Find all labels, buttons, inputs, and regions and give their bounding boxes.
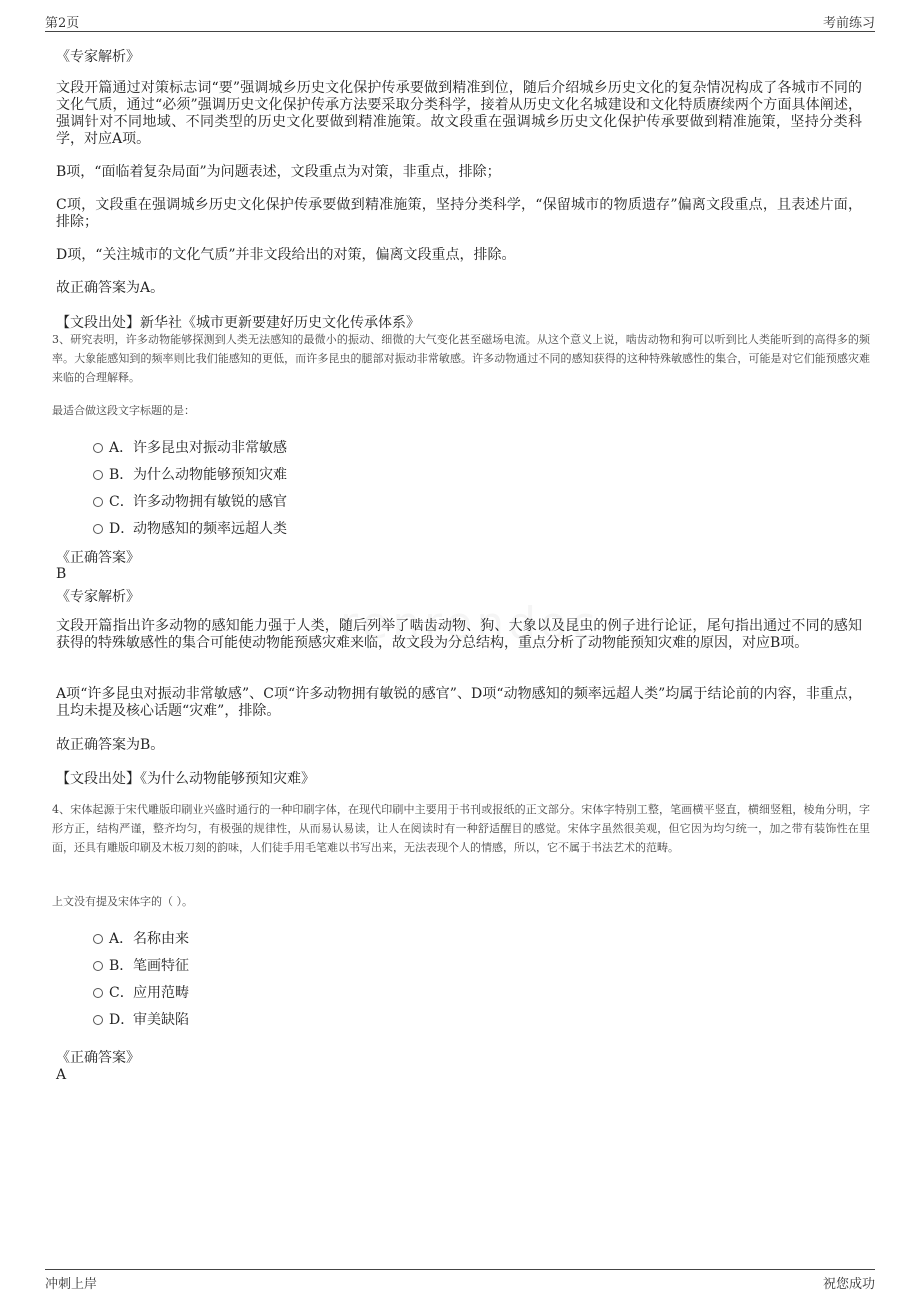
- option-label: 许多昆虫对振动非常敏感: [133, 440, 287, 456]
- option-key: A．: [109, 440, 134, 456]
- q2-source: 【文段出处】新华社《城市更新要建好历史文化传承体系》: [56, 315, 420, 331]
- option-label: 为什么动物能够预知灾难: [133, 467, 287, 483]
- radio-icon[interactable]: [93, 961, 103, 971]
- radio-icon[interactable]: [93, 470, 103, 480]
- q3-answer-label: 《正确答案》: [56, 550, 140, 566]
- q3-question-text: 3、研究表明，许多动物能够探测到人类无法感知的最微小的振动、细微的大气变化甚至磁场电流。从这个意义上说，啮齿动物和狗可以听到比人类能听到的高得多的频率。大象能感知到的频率则比我们能感知的更低，而许多昆虫的腿部对振动非常敏感。许多动物通过不同的感知获得的这种特殊敏感性的集合，可能是对它们能预感灾难来临的合理解释。: [52, 333, 870, 384]
- q4-option-d[interactable]: [93, 1009, 189, 1029]
- option-label: 许多动物拥有敏锐的感官: [133, 494, 287, 510]
- radio-icon[interactable]: [93, 443, 103, 453]
- q4-answer-label: 《正确答案》: [56, 1050, 140, 1066]
- option-key: D．: [109, 521, 135, 537]
- option-label: 审美缺陷: [133, 1012, 189, 1028]
- radio-icon[interactable]: [93, 988, 103, 998]
- q3-prompt: 最适合做这段文字标题的是：: [52, 404, 195, 417]
- option-key: C．: [109, 494, 134, 510]
- q3-option-b[interactable]: [93, 464, 287, 484]
- option-key: D．: [109, 1012, 135, 1028]
- option-label: 笔画特征: [133, 958, 189, 974]
- q2-option-c-analysis: C项，文段重在强调城乡历史文化保护传承要做到精准施策，坚持分类科学，“保留城市的物质遗存”偏离文段重点，且表述片面，排除；: [56, 197, 862, 230]
- q3-option-c[interactable]: [93, 491, 287, 511]
- q3-other-options-analysis: A项“许多昆虫对振动非常敏感”、C项“许多动物拥有敏锐的感官”、D项“动物感知的频率远超人类”均属于结论前的内容，非重点，且均未提及核心话题“灾难”，排除。: [56, 686, 862, 719]
- q4-prompt: 上文没有提及宋体字的（ ）。: [52, 895, 193, 908]
- q4-question-text: 4、宋体起源于宋代雕版印刷业兴盛时通行的一种印刷字体，在现代印刷中主要用于书刊或报纸的正文部分。宋体字特别工整，笔画横平竖直，横细竖粗，棱角分明，字形方正，结构严谨，整齐均匀，有极强的规律性，从而易认易读，让人在阅读时有一种舒适醒目的感觉。宋体字虽然很美观，但它因为均匀统一，加之带有装饰性在里面，还具有雕版印刷及木板刀刻的韵味，人们徒手用毛笔难以书写出来，无法表现个人的情感，所以，它不属于书法艺术的范畴。: [52, 803, 870, 854]
- header-title: 考前练习: [822, 16, 875, 31]
- radio-icon[interactable]: [93, 497, 103, 507]
- q4-option-a[interactable]: [93, 928, 189, 948]
- q3-option-d[interactable]: [93, 518, 287, 538]
- option-label: 应用范畴: [133, 985, 189, 1001]
- q3-analysis-label: 《专家解析》: [56, 589, 140, 605]
- radio-icon[interactable]: [93, 934, 103, 944]
- header-divider: [45, 31, 875, 32]
- option-key: A．: [109, 931, 134, 947]
- footer-left-text: 冲刺上岸: [45, 1277, 98, 1292]
- radio-icon[interactable]: [93, 524, 103, 534]
- q3-option-a[interactable]: [93, 437, 287, 457]
- q2-analysis-paragraph: 文段开篇通过对策标志词“要”强调城乡历史文化保护传承要做到精准到位，随后介绍城乡历史文化的复杂情况构成了各城市不同的文化气质，通过“必须”强调历史文化保护传承方法要采取分类科学，接着从历史文化名城建设和文化特质赓续两个方面具体阐述，强调针对不同地域、不同类型的历史文化要做到精准施策。故文段重在强调城乡历史文化保护传承要做到精准施策，坚持分类科学，对应A项。: [56, 80, 862, 147]
- radio-icon[interactable]: [93, 1015, 103, 1025]
- page-number: 第2页: [45, 16, 80, 31]
- q3-conclusion: 故正确答案为B。: [56, 737, 165, 753]
- option-label: 动物感知的频率远超人类: [133, 521, 287, 537]
- q2-option-d-analysis: D项，“关注城市的文化气质”并非文段给出的对策，偏离文段重点，排除。: [56, 247, 516, 263]
- q4-answer: A: [56, 1067, 67, 1083]
- q2-option-b-analysis: B项，“面临着复杂局面”为问题表述，文段重点为对策，非重点，排除；: [56, 164, 501, 180]
- option-key: B．: [109, 467, 134, 483]
- footer-divider: [45, 1269, 875, 1270]
- q4-option-c[interactable]: [93, 982, 189, 1002]
- q3-answer: B: [56, 566, 67, 582]
- q2-analysis-label: 《专家解析》: [56, 49, 140, 65]
- q3-analysis-paragraph: 文段开篇指出许多动物的感知能力强于人类，随后列举了啮齿动物、狗、大象以及昆虫的例子进行论证，尾句指出通过不同的感知获得的特殊敏感性的集合可能使动物能预感灾难来临，故文段为分总结构，重点分析了动物能预知灾难的原因，对应B项。: [56, 618, 862, 651]
- q4-option-b[interactable]: [93, 955, 189, 975]
- option-key: B．: [109, 958, 134, 974]
- q3-source: 【文段出处】《为什么动物能够预知灾难》: [56, 771, 315, 787]
- footer-right-text: 祝您成功: [822, 1277, 875, 1292]
- option-key: C．: [109, 985, 134, 1001]
- q2-conclusion: 故正确答案为A。: [56, 280, 165, 296]
- option-label: 名称由来: [133, 931, 189, 947]
